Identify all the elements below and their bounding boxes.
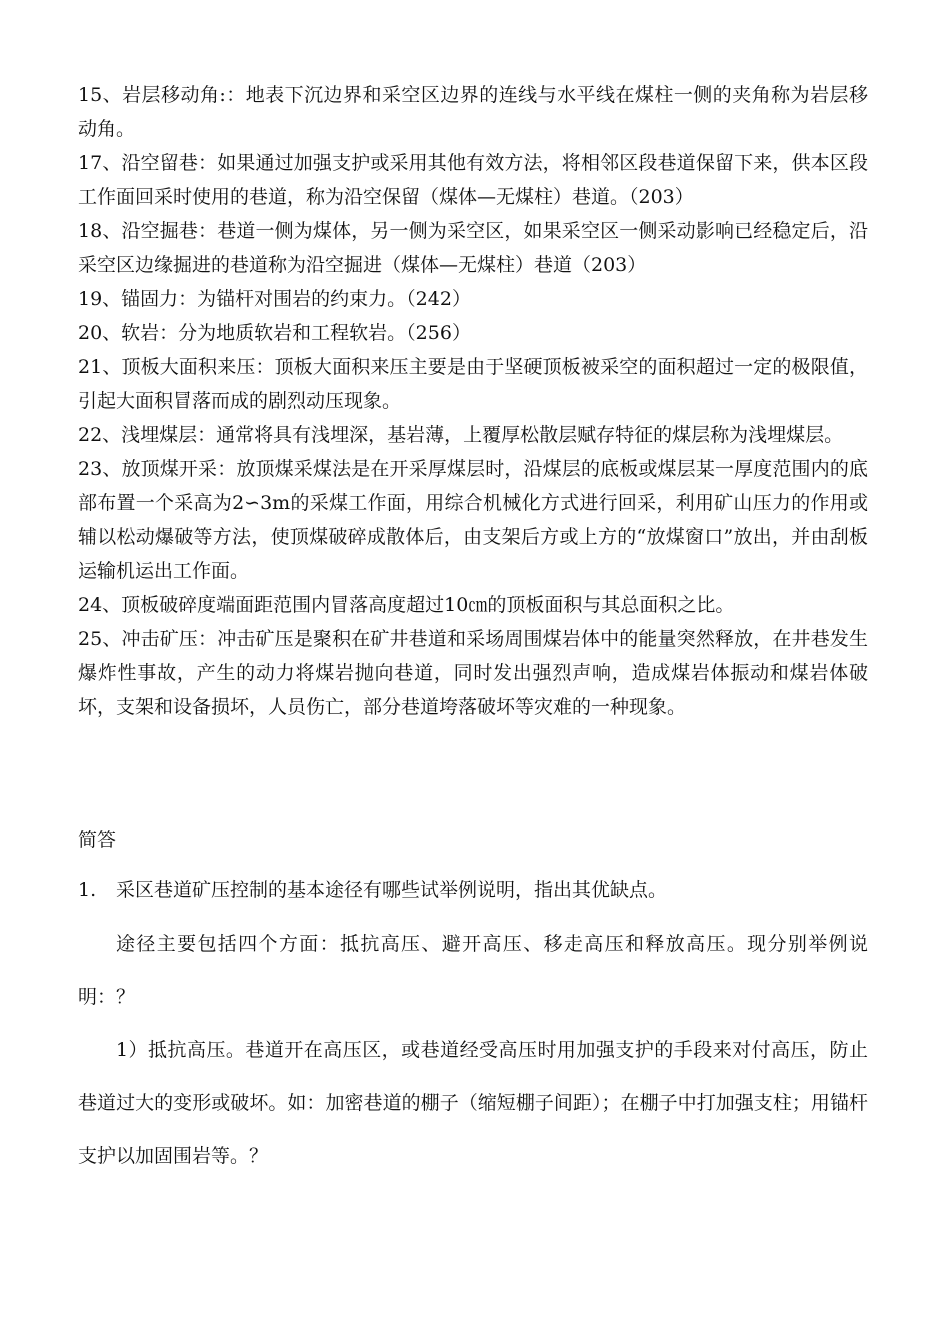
definitions-list: [78, 78, 868, 724]
section-heading: 简答: [78, 829, 117, 851]
question-text: 采区巷道矿压控制的基本途径有哪些试举例说明，指出其优缺点。: [116, 879, 668, 901]
answer-point-1-paragraph: 1）抵抗高压。巷道开在高压区，或巷道经受高压时用加强支护的手段来对付高压，防止巷道过大的变形或破坏。如：加密巷道的棚子（缩短棚子间距）；在棚子中打加强支柱；用锚杆支护以加固围岩等。？: [78, 1039, 868, 1167]
definition-item-17: 17、沿空留巷：如果通过加强支护或采用其他有效方法，将相邻区段巷道保留下来，供本区段工作面回采时使用的巷道，称为沿空保留（煤体—无煤柱）巷道。（203）: [78, 152, 868, 208]
definition-item-20: 20、软岩：分为地质软岩和工程软岩。（256）: [78, 322, 471, 344]
question-1: [78, 873, 868, 907]
question-number: 1.: [78, 879, 97, 901]
definition-item-18: 18、沿空掘巷：巷道一侧为煤体，另一侧为采空区，如果采空区一侧采动影响已经稳定后，沿采空区边缘掘进的巷道称为沿空掘进（煤体—无煤柱）巷道（203）: [78, 220, 868, 276]
answer-intro-paragraph: 途径主要包括四个方面：抵抗高压、避开高压、移走高压和释放高压。现分别举例说明：？: [78, 933, 868, 1008]
definition-item-24: 24、顶板破碎度端面距范围内冒落高度超过10㎝的顶板面积与其总面积之比。: [78, 594, 735, 616]
definition-item-23: 23、放顶煤开采：放顶煤采煤法是在开采厚煤层时，沿煤层的底板或煤层某一厚度范围内的底部布置一个采高为2∽3m的采煤工作面，用综合机械化方式进行回采，利用矿山压力的作用或辅以松动爆破等方法，使顶煤破碎成散体后，由支架后方或上方的“放煤窗口”放出，并由刮板运输机运出工作面。: [78, 458, 868, 582]
definition-item-22: 22、浅埋煤层：通常将具有浅埋深，基岩薄，上覆厚松散层赋存特征的煤层称为浅埋煤层。: [78, 424, 844, 446]
definition-item-19: 19、锚固力：为锚杆对围岩的约束力。（242）: [78, 288, 471, 310]
definition-item-25: 25、冲击矿压：冲击矿压是聚积在矿井巷道和采场周围煤岩体中的能量突然释放，在井巷发生爆炸性事故，产生的动力将煤岩抛向巷道，同时发出强烈声响，造成煤岩体振动和煤岩体破坏，支架和设备损坏，人员伤亡，部分巷道垮落破坏等灾难的一种现象。: [78, 628, 868, 718]
definition-item-15: 15、岩层移动角:：地表下沉边界和采空区边界的连线与水平线在煤柱一侧的夹角称为岩层移动角。: [78, 84, 868, 140]
definition-item-21: 21、顶板大面积来压：顶板大面积来压主要是由于坚硬顶板被采空的面积超过一定的极限值，引起大面积冒落而成的剧烈动压现象。: [78, 356, 868, 412]
